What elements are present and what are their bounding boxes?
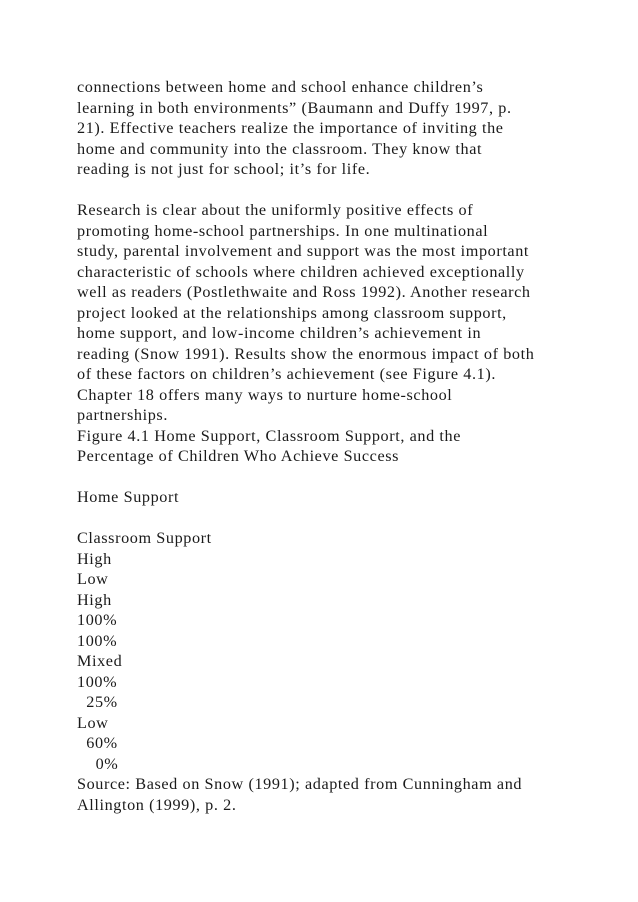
- text-line: High: [77, 549, 112, 568]
- text-line: [77, 467, 577, 488]
- text-line: High: [77, 590, 112, 609]
- text-line: Chapter 18 offers many ways to nurture home-school: [77, 385, 453, 404]
- text-line: home support, and low-income children’s achievement in: [77, 324, 482, 342]
- text-line: Low: [77, 570, 109, 588]
- text-line: Figure 4.1 Home Support, Classroom Support, and the: [77, 426, 462, 445]
- text-line: study, parental involvement and support was the most important: [77, 242, 530, 260]
- document-text-block: [77, 77, 577, 815]
- text-line: reading (Snow 1991). Results show the enormous impact of both: [77, 344, 535, 363]
- text-line: 21). Effective teachers realize the importance of inviting the: [77, 119, 504, 137]
- text-line: [77, 508, 577, 529]
- text-line: connections between home and school enhance children’s: [77, 78, 484, 96]
- text-line: 25%: [77, 693, 118, 711]
- text-line: Allington (1999), p. 2.: [77, 795, 237, 814]
- text-line: Mixed: [77, 652, 123, 670]
- text-line: Low: [77, 713, 109, 732]
- text-line: promoting home-school partnerships. In one multinational: [77, 221, 489, 240]
- text-line: Source: Based on Snow (1991); adapted from Cunningham and: [77, 775, 523, 793]
- text-line: 0%: [77, 754, 119, 773]
- text-line: 60%: [77, 734, 118, 752]
- text-line: Home Support: [77, 488, 180, 506]
- text-line: of these factors on children’s achievement (see Figure 4.1).: [77, 365, 496, 383]
- text-line: Research is clear about the uniformly positive effects of: [77, 201, 474, 219]
- text-line: 100%: [77, 611, 118, 629]
- text-line: Percentage of Children Who Achieve Success: [77, 447, 400, 465]
- text-line: home and community into the classroom. They know that: [77, 139, 483, 158]
- text-line: reading is not just for school; it’s for life.: [77, 160, 371, 178]
- text-line: learning in both environments” (Baumann and Duffy 1997, p.: [77, 98, 512, 117]
- text-line: characteristic of schools where children achieved exceptionally: [77, 262, 525, 281]
- text-line: project looked at the relationships among classroom support,: [77, 303, 507, 322]
- text-line: 100%: [77, 672, 118, 691]
- text-line: well as readers (Postlethwaite and Ross 1992). Another research: [77, 283, 531, 301]
- text-line: partnerships.: [77, 406, 168, 424]
- text-line: [77, 180, 577, 201]
- text-line: 100%: [77, 631, 118, 650]
- text-line: Classroom Support: [77, 529, 212, 547]
